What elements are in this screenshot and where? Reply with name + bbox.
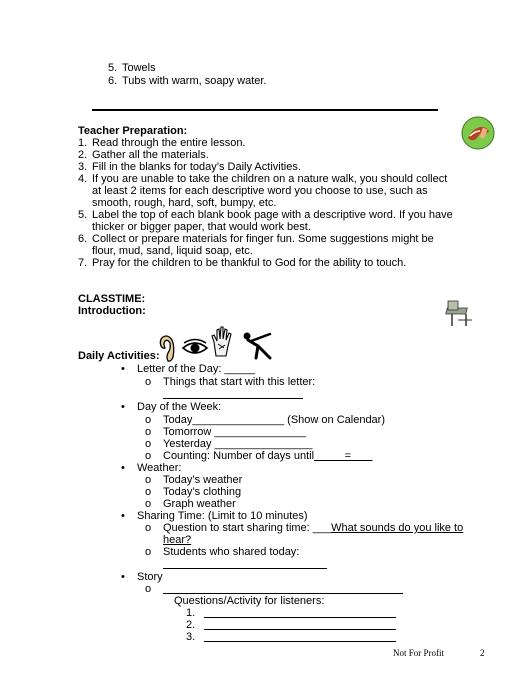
students-shared-label: Students who shared today: (163, 546, 300, 558)
sub-bullet: o (145, 522, 152, 534)
prep-item-number: 3. (78, 161, 88, 173)
materials-item-5-text: Towels (122, 62, 156, 74)
story-label: Story (137, 571, 163, 583)
prep-item-number: 2. (78, 149, 88, 161)
sub-bullet: o (145, 426, 152, 438)
materials-item-6-text: Tubs with warm, soapy water. (122, 75, 267, 87)
introduction-heading: Introduction: (78, 305, 146, 317)
prep-item-text: Fill in the blanks for today’s Daily Activities. (92, 161, 301, 173)
prep-item-text: Label the top of each blank book page with a descriptive word. If you have (92, 209, 453, 221)
bullet: • (121, 510, 125, 522)
prep-item-text: Pray for the children to be thankful to God for the ability to touch. (92, 257, 407, 269)
sub-bullet: o (145, 546, 152, 558)
ear-icon (157, 333, 179, 363)
prep-item-text: Collect or prepare materials for finger fun. Some suggestions might be (92, 233, 434, 245)
sub-bullet: o (145, 438, 152, 450)
letter-of-the-day: Letter of the Day: _____ (137, 363, 256, 375)
prep-item-number: 5. (78, 209, 88, 221)
counting-label: Counting: Number of days until (163, 450, 315, 462)
sharing-question (163, 522, 463, 534)
prep-item-text: Gather all the materials. (92, 149, 209, 161)
letter-things-blank[interactable] (163, 398, 303, 399)
sharing-time-label: Sharing Time: (Limit to 10 minutes) (137, 510, 308, 522)
sub-bullet: o (145, 376, 152, 388)
bullet: • (121, 363, 125, 375)
yesterday-line: Yesterday ________________ (163, 438, 313, 450)
prep-item-text: Read through the entire lesson. (92, 137, 246, 149)
teacher-preparation-heading: Teacher Preparation: (78, 125, 188, 137)
sharing-question-prefix: Question to start sharing time: ___ (163, 522, 332, 534)
sub-bullet: o (145, 498, 152, 510)
sharing-question-text: What sounds do you like to (331, 522, 464, 534)
counting-line (163, 450, 372, 462)
sub-bullet: o (145, 474, 152, 486)
weather-item: Graph weather (163, 498, 236, 510)
school-desk-icon (446, 298, 476, 328)
sub-bullet: o (145, 583, 152, 595)
page-number: 2 (480, 648, 485, 658)
sub-bullet: o (145, 414, 152, 426)
questions-activity-label: Questions/Activity for listeners: (174, 595, 325, 607)
bullet: • (121, 571, 125, 583)
students-shared-blank[interactable] (163, 568, 327, 569)
prep-item-text: at least 2 items for each descriptive word you choose to use, such as (92, 185, 428, 197)
sharing-question-continued: hear? (163, 534, 192, 546)
letter-things-label: Things that start with this letter: (163, 376, 316, 388)
materials-item-5-number: 5. (108, 62, 118, 74)
sub-bullet: o (145, 486, 152, 498)
question-number: 1. (186, 607, 196, 619)
section-divider (92, 109, 438, 111)
bullet: • (121, 462, 125, 474)
prep-item-text: If you are unable to take the children on a nature walk, you should collect (92, 173, 448, 185)
prep-item-text: thicker or bigger paper, that would work best. (92, 221, 311, 233)
classtime-heading: CLASSTIME: (78, 293, 146, 305)
tomorrow-line: Tomorrow _______________ (163, 426, 307, 438)
hand-washing-icon (461, 116, 495, 150)
prep-item-number: 1. (78, 137, 88, 149)
prep-item-number: 6. (78, 233, 88, 245)
footer-text: Not For Profit (393, 648, 445, 658)
sub-bullet: o (145, 450, 152, 462)
person-stretching-icon (240, 330, 276, 360)
question-blank[interactable] (204, 641, 396, 642)
prep-item-number: 4. (78, 173, 88, 185)
weather-label: Weather: (137, 462, 182, 474)
today-line: Today_______________ (Show on Calendar) (163, 414, 386, 426)
question-number: 3. (186, 631, 196, 643)
hand-icon (210, 326, 236, 358)
story-title-blank[interactable] (163, 593, 403, 594)
prep-item-text: smooth, rough, hard, soft, bumpy, etc. (92, 197, 277, 209)
question-blank[interactable] (204, 629, 396, 630)
weather-item: Today’s clothing (163, 486, 242, 498)
eye-icon (181, 338, 209, 358)
counting-blank[interactable]: = (314, 450, 373, 462)
weather-item: Today’s weather (163, 474, 243, 486)
materials-item-6-number: 6. (108, 75, 118, 87)
bullet: • (121, 401, 125, 413)
prep-item-number: 7. (78, 257, 88, 269)
prep-item-text: flour, mud, sand, liquid soap, etc. (92, 245, 253, 257)
question-blank[interactable] (204, 617, 396, 618)
day-of-week-label: Day of the Week: (137, 401, 222, 413)
daily-activities-heading: Daily Activities: (78, 350, 160, 362)
question-number: 2. (186, 619, 196, 631)
